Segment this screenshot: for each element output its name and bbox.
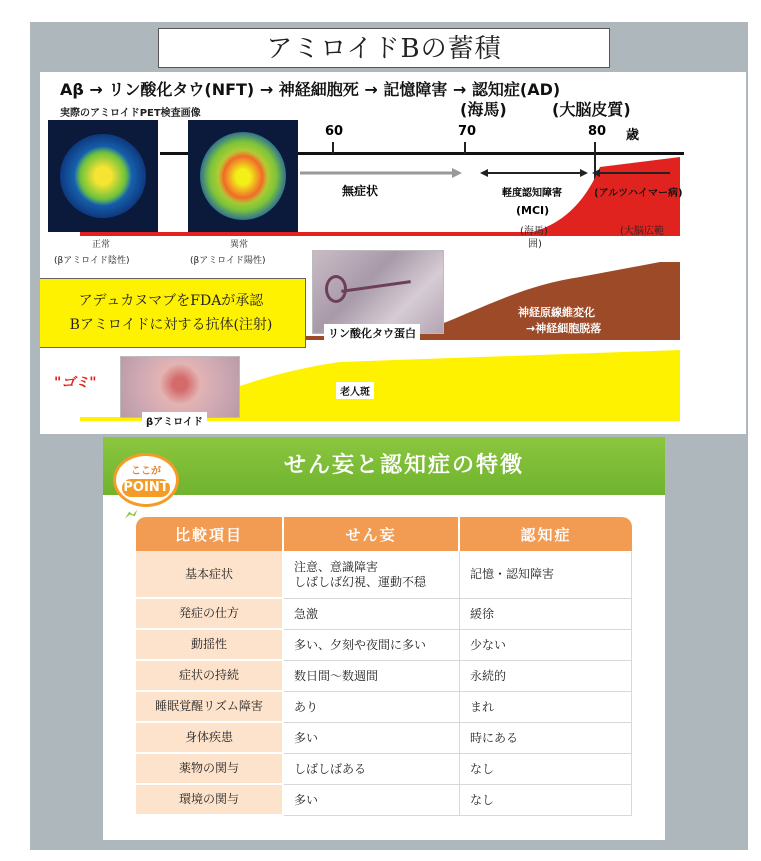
plaque-label: 老人斑 [336, 382, 374, 399]
row-item: 基本症状 [136, 551, 284, 599]
comparison-header: せん妄と認知症の特徴 [103, 437, 665, 495]
age-70: 70 [458, 124, 477, 139]
pointing-hand-icon [121, 505, 141, 523]
alz-label: (アルツハイマー病) [594, 188, 683, 199]
table-row [136, 785, 632, 816]
tau-photo [312, 250, 444, 334]
row-delirium: 数日間～数週間 [284, 661, 460, 692]
nft-line2: →神経細胞脱落 [526, 322, 602, 335]
table-row [136, 723, 632, 754]
point-badge-top: ここが [131, 466, 161, 477]
row-item: 症状の持続 [136, 661, 284, 692]
column-header-item: 比較項目 [136, 517, 284, 551]
row-item: 環境の関与 [136, 785, 284, 816]
pathway-cortex: (大脳皮質) [552, 100, 631, 119]
mci-site2: 囲) [528, 239, 542, 250]
row-item: 睡眠覚醒リズム障害 [136, 692, 284, 723]
table-row [136, 599, 632, 630]
column-header-dementia: 認知症 [460, 517, 632, 551]
fda-note [40, 278, 306, 348]
pathway-text: Aβ → リン酸化タウ(NFT) → 神経細胞死 → 記憶障害 → 認知症(AD) [60, 80, 561, 99]
row-dementia: 少ない [460, 630, 632, 661]
pet-abnormal-sub: (βアミロイド陽性) [190, 256, 266, 266]
amyloid-slide [40, 72, 746, 434]
delirium-dementia-slide [103, 437, 665, 840]
fda-note-line2: Bアミロイドに対する抗体(注射) [69, 317, 273, 333]
age-unit: 歳 [626, 128, 640, 143]
row-dementia: 時にある [460, 723, 632, 754]
row-delirium: 多い [284, 723, 460, 754]
row-delirium: 注意、意識障害 しばしば幻視、運動不穏 [284, 551, 460, 599]
fda-note-line1: アデュカヌマブをFDAが承認 [78, 293, 264, 309]
pet-normal-sub: (βアミロイド陰性) [54, 256, 130, 266]
slide-title: アミロイドBの蓄積 [158, 28, 610, 68]
alz-site: (大脳広範 [620, 226, 664, 237]
abeta-label: βアミロイド [142, 412, 207, 429]
row-delirium: 多い [284, 785, 460, 816]
row-dementia: 緩徐 [460, 599, 632, 630]
row-dementia: まれ [460, 692, 632, 723]
row-item: 動揺性 [136, 630, 284, 661]
point-badge-bottom: POINT [123, 480, 169, 495]
pet-heading: 実際のアミロイドPET検査画像 [60, 108, 201, 119]
row-dementia: なし [460, 754, 632, 785]
table-header-row [136, 517, 632, 551]
row-delirium: 急激 [284, 599, 460, 630]
comparison-table [136, 517, 632, 816]
row-delirium: 多い、夕刻や夜間に多い [284, 630, 460, 661]
asymptomatic-label: 無症状 [342, 184, 379, 198]
row-dementia: なし [460, 785, 632, 816]
row-item: 身体疾患 [136, 723, 284, 754]
table-row [136, 661, 632, 692]
mci-label: 軽度認知障害 [502, 188, 562, 199]
row-dementia: 永続的 [460, 661, 632, 692]
row-item: 薬物の関与 [136, 754, 284, 785]
row-dementia: 記憶・認知障害 [460, 551, 632, 599]
pathway-hippocampus: (海馬) [460, 100, 507, 119]
gomi-label: "ゴミ" [54, 375, 97, 391]
table-row [136, 754, 632, 785]
row-delirium: あり [284, 692, 460, 723]
mci-site: (海馬) [520, 226, 548, 237]
point-badge [113, 453, 179, 507]
row-item: 発症の仕方 [136, 599, 284, 630]
plaque-photo [120, 356, 240, 418]
pet-normal-label: 正常 [92, 240, 111, 250]
mci-abbr: (MCI) [516, 204, 550, 217]
age-60: 60 [325, 124, 344, 139]
pet-image-abnormal [188, 120, 298, 232]
pet-image-normal [48, 120, 158, 232]
table-row [136, 551, 632, 599]
pet-abnormal-label: 異常 [230, 240, 249, 250]
table-row [136, 630, 632, 661]
tau-label: リン酸化タウ蛋白 [324, 324, 420, 342]
row-delirium: しばしばある [284, 754, 460, 785]
age-80: 80 [588, 124, 607, 139]
nft-line1: 神経原線維変化 [518, 306, 595, 319]
column-header-delirium: せん妄 [284, 517, 460, 551]
table-row [136, 692, 632, 723]
